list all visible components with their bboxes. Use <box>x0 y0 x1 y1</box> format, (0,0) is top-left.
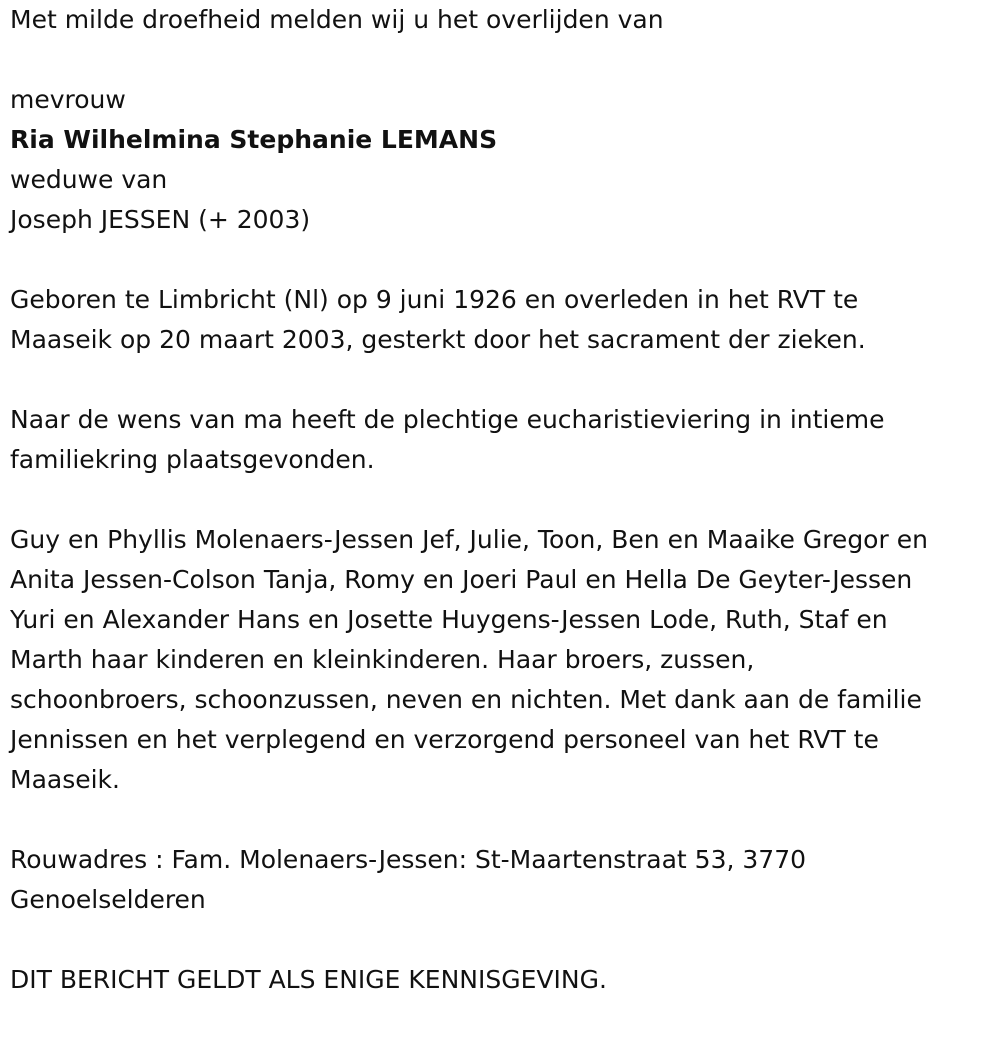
family-line: Anita Jessen-Colson Tanja, Romy en Joeri Paul en Hella De Geyter-Jessen <box>10 565 913 594</box>
relation-text: weduwe van <box>10 165 168 194</box>
family-line: Marth haar kinderen en kleinkinderen. Haar broers, zussen, <box>10 645 755 674</box>
address-line: Genoelselderen <box>10 885 206 914</box>
death-notice <box>10 0 990 1000</box>
salutation-text: mevrouw <box>10 85 126 114</box>
closing-text: DIT BERICHT GELDT ALS ENIGE KENNISGEVING. <box>10 965 607 994</box>
ceremony-line: Naar de wens van ma heeft de plechtige eucharistieviering in intieme <box>10 405 885 434</box>
spouse-name: Joseph JESSEN (+ 2003) <box>10 205 311 234</box>
family-line: Maaseik. <box>10 765 120 794</box>
address-line: Rouwadres : Fam. Molenaers-Jessen: St-Maartenstraat 53, 3770 <box>10 845 807 874</box>
ceremony-line: familiekring plaatsgevonden. <box>10 445 375 474</box>
birth-line: Maaseik op 20 maart 2003, gesterkt door het sacrament der zieken. <box>10 325 866 354</box>
deceased-name: Ria Wilhelmina Stephanie LEMANS <box>10 125 498 154</box>
family-line: schoonbroers, schoonzussen, neven en nichten. Met dank aan de familie <box>10 685 922 714</box>
family-line: Jennissen en het verplegend en verzorgend personeel van het RVT te <box>10 725 879 754</box>
spacer <box>10 360 990 400</box>
spacer <box>10 920 990 960</box>
family-line: Yuri en Alexander Hans en Josette Huygens-Jessen Lode, Ruth, Staf en <box>10 605 888 634</box>
spacer <box>10 480 990 520</box>
spacer <box>10 800 990 840</box>
birth-line: Geboren te Limbricht (Nl) op 9 juni 1926 en overleden in het RVT te <box>10 285 859 314</box>
family-line: Guy en Phyllis Molenaers-Jessen Jef, Julie, Toon, Ben en Maaike Gregor en <box>10 525 928 554</box>
spacer <box>10 40 990 80</box>
spacer <box>10 240 990 280</box>
intro-text: Met milde droefheid melden wij u het overlijden van <box>10 5 664 34</box>
